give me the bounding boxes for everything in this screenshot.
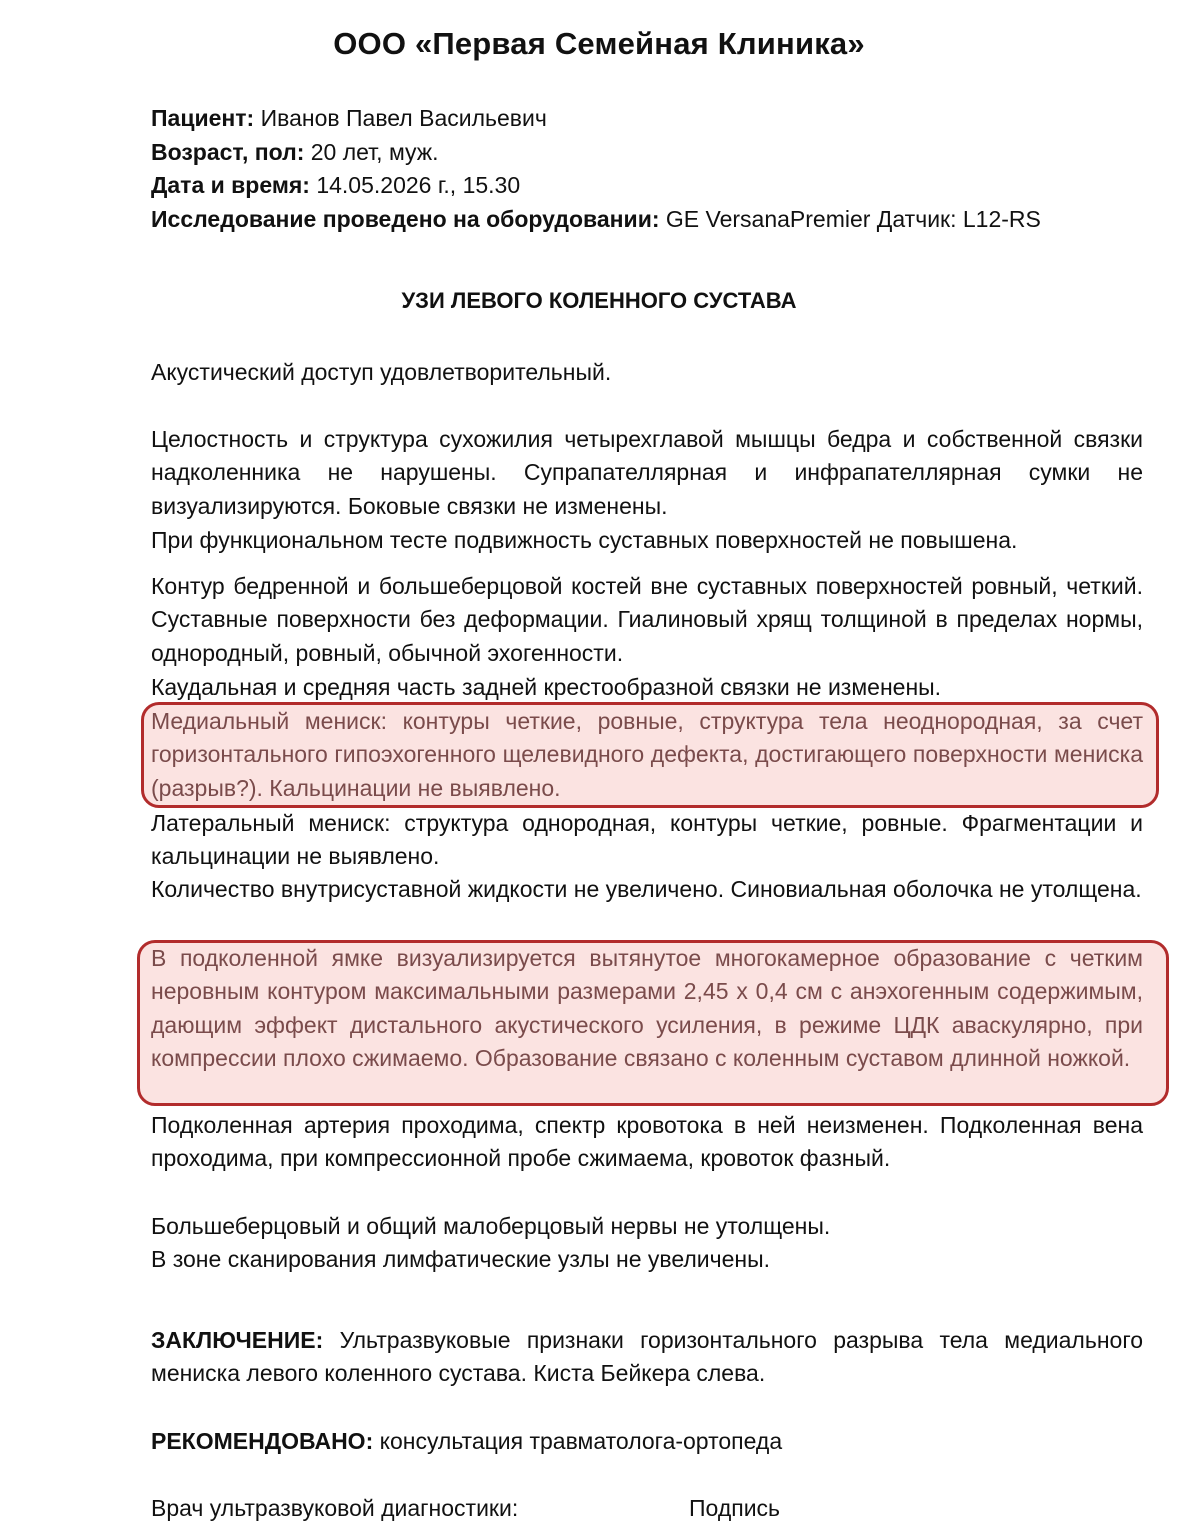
equipment-value: GE VersanaPremier Датчик: L12-RS — [659, 206, 1041, 232]
exam-date-line — [151, 169, 1143, 202]
equipment-line — [151, 203, 1143, 236]
equipment-label: Исследование проведено на оборудовании: — [151, 206, 660, 232]
bones-paragraph: Контур бедренной и большеберцовой костей вне суставных поверхностей ровный, четкий. Суставные поверхности без деформации. Гиалиновый хрящ толщиной в пределах нормы, однородный, ровный, обычной эхогенности. — [151, 573, 1143, 666]
joint-fluid-paragraph: Количество внутрисуставной жидкости не увеличено. Синовиальная оболочка не утолщена. — [151, 876, 1142, 902]
patient-age-label: Возраст, пол: — [151, 139, 305, 165]
patient-name-label: Пациент: — [151, 105, 255, 131]
exam-date-label: Дата и время: — [151, 172, 310, 198]
patient-name-line — [151, 102, 1143, 135]
recommendation-line — [151, 1425, 1143, 1458]
patient-name-value: Иванов Павел Васильевич — [254, 105, 547, 131]
popliteal-formation-paragraph: В подколенной ямке визуализируется вытянутое многокамерное образование с четким неровным контуром максимальными размерами 2,45 x 0,4 см с анэхогенным содержимым, дающим эффект дистального акустического усиления, в режиме ЦДК аваскулярно, при компрессии плохо сжимаемо. Образование связано с коленным суставом длинной ножкой. — [151, 945, 1143, 1072]
doctor-label: Врач ультразвуковой диагностики: — [151, 1495, 519, 1521]
medial-meniscus-paragraph: Медиальный мениск: контуры четкие, ровные, структура тела неоднородная, за счет горизонтального гипоэхогенного щелевидного дефекта, достигающего поверхности мениска (разрыв?). Кальцинации не выявлено. — [151, 708, 1143, 801]
vessels-paragraph: Подколенная артерия проходима, спектр кровотока в ней неизменен. Подколенная вена проходима, при компрессионной пробе сжимаема, кровоток фазный. — [151, 1112, 1143, 1172]
conclusion-text: Ультразвуковые признаки горизонтального разрыва тела медиального мениска левого коленного сустава. Киста Бейкера слева. — [151, 1327, 1143, 1387]
exam-heading: УЗИ ЛЕВОГО КОЛЕННОГО СУСТАВА — [401, 288, 797, 313]
nerves-text: Большеберцовый и общий малоберцовый нервы не утолщены. — [151, 1213, 831, 1239]
acoustic-access-text: Акустический доступ удовлетворительный. — [151, 359, 612, 385]
functional-test-text: При функциональном тесте подвижность суставных поверхностей не повышена. — [151, 527, 1018, 553]
clinic-title: ООО «Первая Семейная Клиника» — [333, 26, 865, 61]
exam-date-value: 14.05.2026 г., 15.30 — [309, 172, 521, 198]
signature-label: Подпись — [689, 1495, 781, 1521]
posterior-ligament-text: Каудальная и средняя часть задней крестообразной связки не изменены. — [151, 674, 942, 700]
recommendation-text: консультация травматолога-ортопеда — [373, 1428, 783, 1454]
tendons-paragraph: Целостность и структура сухожилия четырехглавой мышцы бедра и собственной связки надколенника не нарушены. Супрапателлярная и инфрапателлярная сумки не визуализируются. Боковые связки не изменены. — [151, 426, 1143, 519]
lymph-nodes-text: В зоне сканирования лимфатические узлы не увеличены. — [151, 1246, 771, 1272]
patient-age-line — [151, 136, 1143, 169]
recommendation-label: РЕКОМЕНДОВАНО: — [151, 1428, 374, 1454]
lateral-meniscus-paragraph: Латеральный мениск: структура однородная, контуры четкие, ровные. Фрагментации и кальцинации не выявлено. — [151, 810, 1143, 870]
conclusion-label: ЗАКЛЮЧЕНИЕ: — [151, 1327, 324, 1353]
patient-age-value: 20 лет, муж. — [304, 139, 439, 165]
conclusion-paragraph — [151, 1324, 1143, 1391]
